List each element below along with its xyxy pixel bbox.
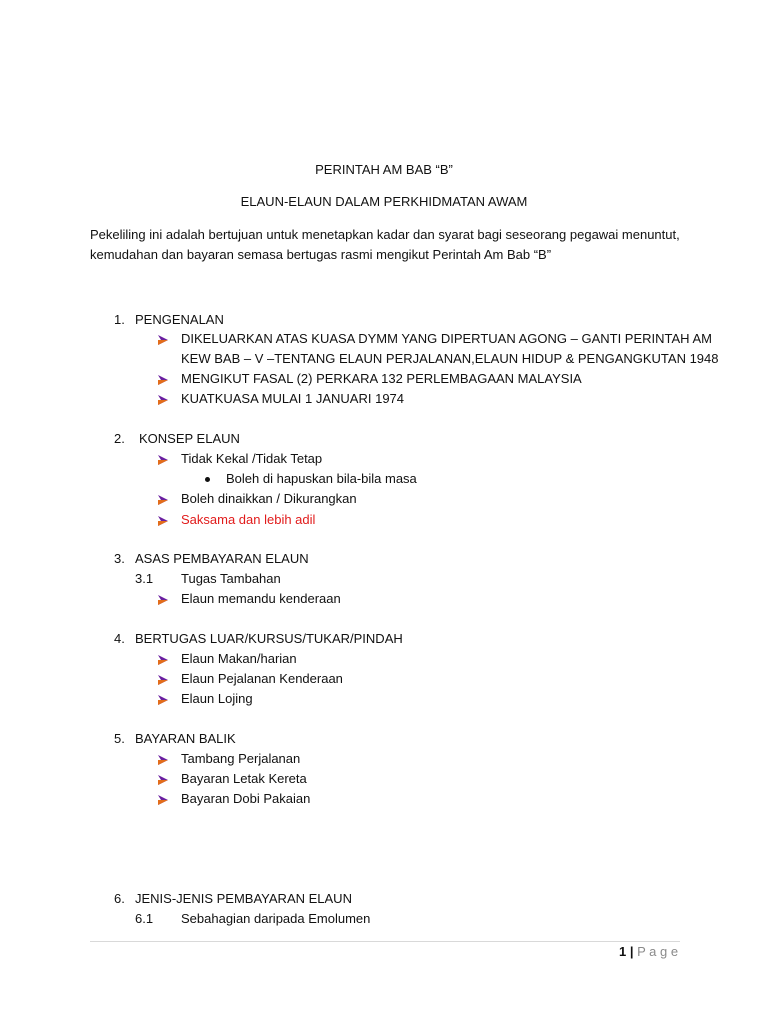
section-6-sublabel: Sebahagian daripada Emolumen [181, 911, 371, 926]
section-5-item: Bayaran Letak Kereta [181, 771, 307, 786]
document-title: PERINTAH AM BAB “B” [315, 162, 453, 177]
arrow-bullet-icon [158, 334, 170, 346]
section-4-heading: BERTUGAS LUAR/KURSUS/TUKAR/PINDAH [135, 631, 403, 646]
round-bullet-icon [205, 477, 210, 482]
section-1-item: KUATKUASA MULAI 1 JANUARI 1974 [181, 391, 405, 406]
section-4-item: Elaun Makan/harian [181, 651, 297, 666]
section-3-heading: ASAS PEMBAYARAN ELAUN [135, 551, 309, 566]
section-4-item: Elaun Pejalanan Kenderaan [181, 671, 343, 686]
page-number [619, 943, 678, 961]
section-2-item: Tidak Kekal /Tidak Tetap [181, 451, 323, 466]
arrow-bullet-icon [158, 694, 170, 706]
section-6-heading: JENIS-JENIS PEMBAYARAN ELAUN [135, 891, 352, 906]
section-3-sublabel: Tugas Tambahan [181, 571, 281, 586]
section-2-heading: KONSEP ELAUN [139, 431, 240, 446]
page-number-value: 1 [619, 944, 627, 959]
section-5-item: Tambang Perjalanan [181, 751, 301, 766]
section-1-item: MENGIKUT FASAL (2) PERKARA 132 PERLEMBAGAAN MALAYSIA [181, 371, 582, 386]
arrow-bullet-icon [158, 394, 170, 406]
section-6-subnumber: 6.1 [135, 911, 154, 926]
section-1-number: 1. [114, 312, 125, 327]
section-3-item: Elaun memandu kenderaan [181, 591, 341, 606]
section-2-subitem: Boleh di hapuskan bila-bila masa [226, 471, 417, 486]
arrow-bullet-icon [158, 654, 170, 666]
intro-line-1: Pekeliling ini adalah bertujuan untuk menetapkan kadar dan syarat bagi seseorang pegawai menuntut, [90, 227, 680, 242]
section-5-item: Bayaran Dobi Pakaian [181, 791, 311, 806]
page-separator: | [629, 944, 634, 959]
arrow-bullet-icon [158, 594, 170, 606]
section-1-item: DIKELUARKAN ATAS KUASA DYMM YANG DIPERTUAN AGONG – GANTI PERINTAH AM [181, 331, 712, 346]
arrow-bullet-icon [158, 794, 170, 806]
section-2-item: Boleh dinaikkan / Dikurangkan [181, 491, 357, 506]
arrow-bullet-icon [158, 754, 170, 766]
section-5-heading: BAYARAN BALIK [135, 731, 236, 746]
arrow-bullet-icon [158, 774, 170, 786]
footer-divider [90, 941, 680, 942]
arrow-bullet-icon [158, 494, 170, 506]
section-1-item: KEW BAB – V –TENTANG ELAUN PERJALANAN,ELAUN HIDUP & PENGANGKUTAN 1948 [181, 351, 719, 366]
page-label: P a g e [637, 944, 679, 959]
section-6-number: 6. [114, 891, 125, 906]
section-5-number: 5. [114, 731, 125, 746]
intro-line-2: kemudahan dan bayaran semasa bertugas rasmi mengikut Perintah Am Bab “B” [90, 247, 552, 262]
arrow-bullet-icon [158, 515, 170, 527]
arrow-bullet-icon [158, 374, 170, 386]
section-2-item-highlight: Saksama dan lebih adil [181, 512, 316, 527]
section-1-heading: PENGENALAN [135, 312, 224, 327]
arrow-bullet-icon [158, 454, 170, 466]
section-2-number: 2. [114, 431, 125, 446]
arrow-bullet-icon [158, 674, 170, 686]
section-4-item: Elaun Lojing [181, 691, 253, 706]
section-3-subnumber: 3.1 [135, 571, 154, 586]
document-subtitle: ELAUN-ELAUN DALAM PERKHIDMATAN AWAM [240, 194, 528, 209]
section-4-number: 4. [114, 631, 125, 646]
section-3-number: 3. [114, 551, 125, 566]
